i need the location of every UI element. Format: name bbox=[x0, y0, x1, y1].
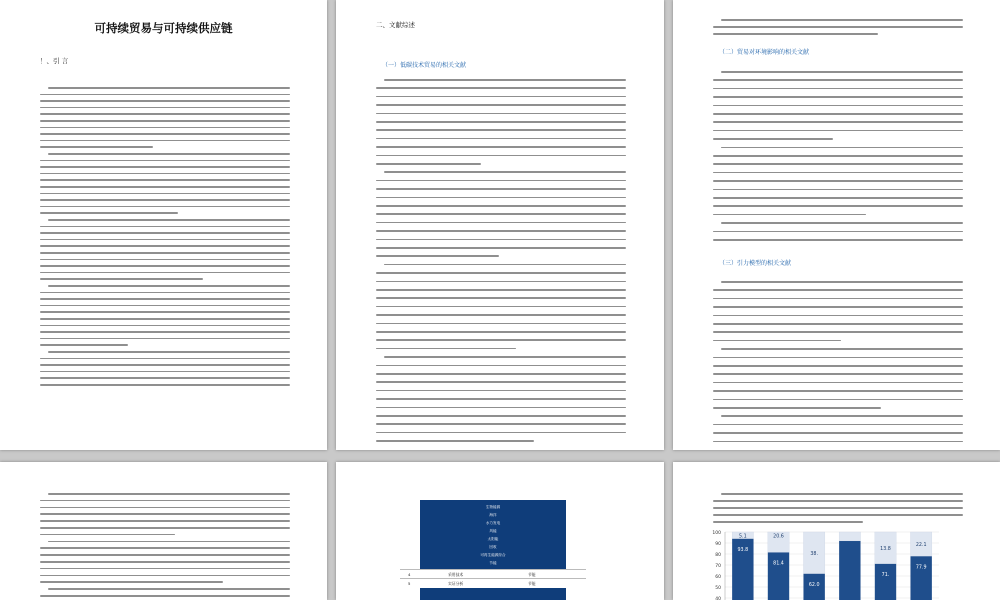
text-line bbox=[376, 281, 626, 283]
text-line bbox=[40, 318, 290, 320]
bar-segment-top bbox=[839, 532, 860, 541]
text-line bbox=[376, 188, 626, 190]
text-line bbox=[40, 278, 203, 280]
document-page-2 bbox=[336, 0, 664, 450]
text-line bbox=[40, 166, 290, 168]
text-line bbox=[40, 305, 290, 307]
text-line bbox=[40, 581, 223, 583]
text-line bbox=[713, 130, 963, 132]
document-page-5 bbox=[336, 462, 664, 600]
text-line bbox=[48, 153, 290, 155]
subsection-heading-low-carbon-trade: （一）低碳技术贸易的相关文献 bbox=[382, 62, 467, 69]
text-line bbox=[376, 289, 626, 291]
text-line bbox=[376, 348, 516, 350]
text-line bbox=[40, 554, 290, 556]
bar-value-label: 62.0 bbox=[808, 582, 820, 588]
y-tick-label: 80 bbox=[715, 552, 721, 558]
text-line bbox=[40, 252, 290, 254]
text-line bbox=[713, 214, 866, 216]
text-line bbox=[384, 79, 626, 81]
text-line bbox=[40, 107, 290, 109]
table-item: 回收 bbox=[489, 545, 497, 549]
document-page-6 bbox=[673, 462, 1000, 600]
text-line bbox=[40, 206, 290, 208]
text-line bbox=[48, 351, 290, 353]
text-line bbox=[376, 155, 626, 157]
text-line bbox=[376, 247, 626, 249]
text-line bbox=[376, 423, 626, 425]
text-line bbox=[40, 186, 290, 188]
text-line bbox=[40, 245, 290, 247]
text-line bbox=[376, 339, 626, 341]
text-line bbox=[713, 365, 963, 367]
text-line bbox=[40, 292, 290, 294]
text-line bbox=[376, 138, 626, 140]
text-line bbox=[376, 373, 626, 375]
row-label: 采用技术 bbox=[448, 572, 464, 577]
text-line bbox=[40, 239, 290, 241]
text-line bbox=[48, 219, 290, 221]
text-line bbox=[713, 432, 963, 434]
text-line bbox=[376, 129, 626, 131]
text-line bbox=[40, 384, 290, 386]
text-line bbox=[48, 588, 290, 590]
y-tick-label: 50 bbox=[715, 585, 721, 591]
text-line bbox=[376, 440, 534, 442]
text-line bbox=[40, 331, 290, 333]
text-line bbox=[376, 113, 626, 115]
bar-value-label: 38. bbox=[810, 551, 818, 557]
text-line bbox=[40, 160, 290, 162]
bar-value-label: 93.8 bbox=[737, 547, 749, 553]
text-line bbox=[40, 272, 290, 274]
text-line bbox=[713, 155, 963, 157]
bar-value-label: 5.1 bbox=[739, 534, 747, 540]
text-line bbox=[40, 520, 290, 522]
text-line bbox=[713, 331, 963, 333]
text-line bbox=[40, 364, 290, 366]
text-line bbox=[40, 146, 153, 148]
text-line bbox=[713, 315, 963, 317]
text-line bbox=[713, 323, 963, 325]
text-line bbox=[376, 230, 626, 232]
table-item: 风能 bbox=[489, 529, 497, 533]
y-tick-label: 60 bbox=[715, 574, 721, 580]
text-line bbox=[713, 197, 963, 199]
table-item: 水力发电 bbox=[485, 521, 501, 525]
text-line bbox=[376, 381, 626, 383]
text-line bbox=[713, 407, 881, 409]
text-line bbox=[40, 212, 178, 214]
text-line bbox=[713, 399, 963, 401]
text-line bbox=[721, 71, 963, 73]
text-line bbox=[40, 259, 290, 261]
row-label: 实证分析 bbox=[448, 581, 464, 586]
bar-value-label: 22.1 bbox=[915, 543, 927, 549]
text-line bbox=[40, 133, 290, 135]
text-line bbox=[376, 297, 626, 299]
text-line bbox=[376, 432, 626, 434]
text-line bbox=[384, 171, 626, 173]
text-line bbox=[40, 377, 290, 379]
text-line bbox=[40, 344, 128, 346]
text-line bbox=[384, 264, 626, 266]
text-line bbox=[376, 272, 626, 274]
bar-value-label: 71. bbox=[881, 572, 890, 578]
introduction-body-text bbox=[40, 86, 290, 392]
text-line bbox=[40, 561, 290, 563]
text-line bbox=[721, 147, 963, 149]
text-line bbox=[384, 356, 626, 358]
text-line bbox=[713, 172, 963, 174]
text-line bbox=[713, 390, 963, 392]
text-line bbox=[721, 19, 963, 21]
text-line bbox=[40, 500, 290, 502]
table-item: 海洋 bbox=[489, 513, 497, 517]
text-line bbox=[713, 231, 963, 233]
text-line bbox=[721, 281, 963, 283]
text-line bbox=[40, 94, 290, 96]
text-line bbox=[376, 239, 626, 241]
bar-value-label: 81.4 bbox=[773, 561, 784, 567]
text-line bbox=[40, 547, 290, 549]
text-line bbox=[713, 96, 963, 98]
text-line bbox=[713, 88, 963, 90]
trade-environment-body-text bbox=[713, 70, 963, 248]
bar-value-label: 20.6 bbox=[773, 534, 784, 540]
text-line bbox=[40, 325, 290, 327]
text-line bbox=[713, 33, 878, 35]
text-line bbox=[713, 163, 963, 165]
text-line bbox=[713, 239, 963, 241]
technology-category-table bbox=[408, 500, 566, 600]
text-line bbox=[40, 232, 290, 234]
text-line bbox=[40, 595, 290, 597]
text-line bbox=[376, 407, 626, 409]
text-line bbox=[376, 96, 626, 98]
y-tick-label: 90 bbox=[715, 541, 721, 547]
text-line bbox=[40, 513, 290, 515]
text-line bbox=[40, 173, 290, 175]
document-page-3 bbox=[673, 0, 1000, 450]
bar-value-label: 77.9 bbox=[915, 565, 927, 571]
text-line bbox=[40, 265, 290, 267]
text-line bbox=[713, 357, 963, 359]
text-line bbox=[713, 289, 963, 291]
text-line bbox=[40, 568, 290, 570]
text-line bbox=[721, 415, 963, 417]
text-line bbox=[713, 441, 963, 443]
text-line bbox=[48, 285, 290, 287]
text-line bbox=[40, 199, 290, 201]
text-line bbox=[376, 323, 626, 325]
row-value: 节能 bbox=[528, 581, 536, 586]
text-line bbox=[48, 87, 290, 89]
table-item: 可再生能源综合 bbox=[480, 553, 506, 557]
table-item: 节能 bbox=[489, 561, 497, 565]
text-line bbox=[40, 179, 290, 181]
text-line bbox=[376, 87, 626, 89]
text-line bbox=[713, 113, 963, 115]
text-line bbox=[713, 340, 841, 342]
row-value: 节能 bbox=[528, 572, 536, 577]
section-heading-literature-review: 二、文献综述 bbox=[376, 21, 415, 29]
text-line bbox=[713, 306, 963, 308]
text-line bbox=[713, 382, 963, 384]
text-line bbox=[40, 507, 290, 509]
bar-segment-bottom bbox=[839, 541, 860, 600]
bar-segment-bottom bbox=[768, 552, 789, 600]
bar-value-label: 13.8 bbox=[880, 546, 891, 552]
text-line bbox=[40, 358, 290, 360]
text-line bbox=[376, 121, 626, 123]
text-line bbox=[376, 222, 626, 224]
text-line bbox=[713, 205, 963, 207]
text-line bbox=[40, 100, 290, 102]
text-line bbox=[713, 105, 963, 107]
text-line bbox=[376, 314, 626, 316]
y-tick-label: 70 bbox=[715, 563, 721, 569]
table-item: 太阳能 bbox=[487, 537, 499, 541]
text-line bbox=[40, 311, 290, 313]
row-number: 5 bbox=[408, 581, 411, 586]
stacked-bar-chart bbox=[673, 462, 1000, 600]
text-line bbox=[40, 140, 290, 142]
text-line bbox=[721, 222, 963, 224]
bar-segment-bottom bbox=[875, 564, 896, 600]
text-line bbox=[40, 120, 290, 122]
table-row bbox=[400, 578, 586, 588]
text-line bbox=[48, 541, 290, 543]
y-tick-label: 100 bbox=[712, 530, 721, 536]
text-line bbox=[713, 373, 963, 375]
y-tick-label: 40 bbox=[715, 596, 721, 600]
document-page-4 bbox=[0, 462, 327, 600]
text-line bbox=[713, 189, 963, 191]
document-title: 可持续贸易与可持续供应链 bbox=[94, 21, 233, 35]
text-line bbox=[40, 298, 290, 300]
document-page-1 bbox=[0, 0, 327, 450]
text-line bbox=[376, 180, 626, 182]
text-line bbox=[713, 424, 963, 426]
text-line bbox=[376, 197, 626, 199]
literature-review-body-text-continued bbox=[713, 18, 963, 36]
page-4-body-text bbox=[40, 492, 290, 600]
text-line bbox=[376, 331, 626, 333]
text-line bbox=[376, 365, 626, 367]
text-line bbox=[713, 79, 963, 81]
literature-review-body-text bbox=[376, 78, 626, 450]
text-line bbox=[713, 26, 963, 28]
text-line bbox=[376, 390, 626, 392]
text-line bbox=[376, 163, 481, 165]
text-line bbox=[376, 398, 626, 400]
text-line bbox=[40, 534, 175, 536]
text-line bbox=[40, 226, 290, 228]
subsection-heading-trade-environment: （二）贸易对环境影响的相关文献 bbox=[719, 49, 810, 56]
text-line bbox=[40, 575, 290, 577]
row-number: 4 bbox=[408, 572, 411, 577]
text-line bbox=[40, 113, 290, 115]
text-line bbox=[721, 348, 963, 350]
text-line bbox=[713, 121, 963, 123]
table-item: 生物能源 bbox=[485, 505, 501, 509]
text-line bbox=[40, 193, 290, 195]
text-line bbox=[713, 180, 963, 182]
text-line bbox=[40, 527, 290, 529]
text-line bbox=[48, 493, 290, 495]
text-line bbox=[376, 255, 499, 257]
text-line bbox=[40, 127, 290, 129]
text-line bbox=[713, 138, 833, 140]
text-line bbox=[40, 371, 290, 373]
bar-segment-bottom bbox=[910, 556, 931, 600]
subsection-heading-gravity-model: （三）引力模型的相关文献 bbox=[719, 260, 792, 267]
text-line bbox=[376, 306, 626, 308]
gravity-model-body-text bbox=[713, 280, 963, 450]
text-line bbox=[713, 298, 963, 300]
section-heading-introduction: ！、引 言 bbox=[40, 57, 69, 65]
text-line bbox=[40, 338, 290, 340]
text-line bbox=[376, 104, 626, 106]
text-line bbox=[376, 146, 626, 148]
text-line bbox=[376, 415, 626, 417]
text-line bbox=[376, 213, 626, 215]
text-line bbox=[376, 205, 626, 207]
